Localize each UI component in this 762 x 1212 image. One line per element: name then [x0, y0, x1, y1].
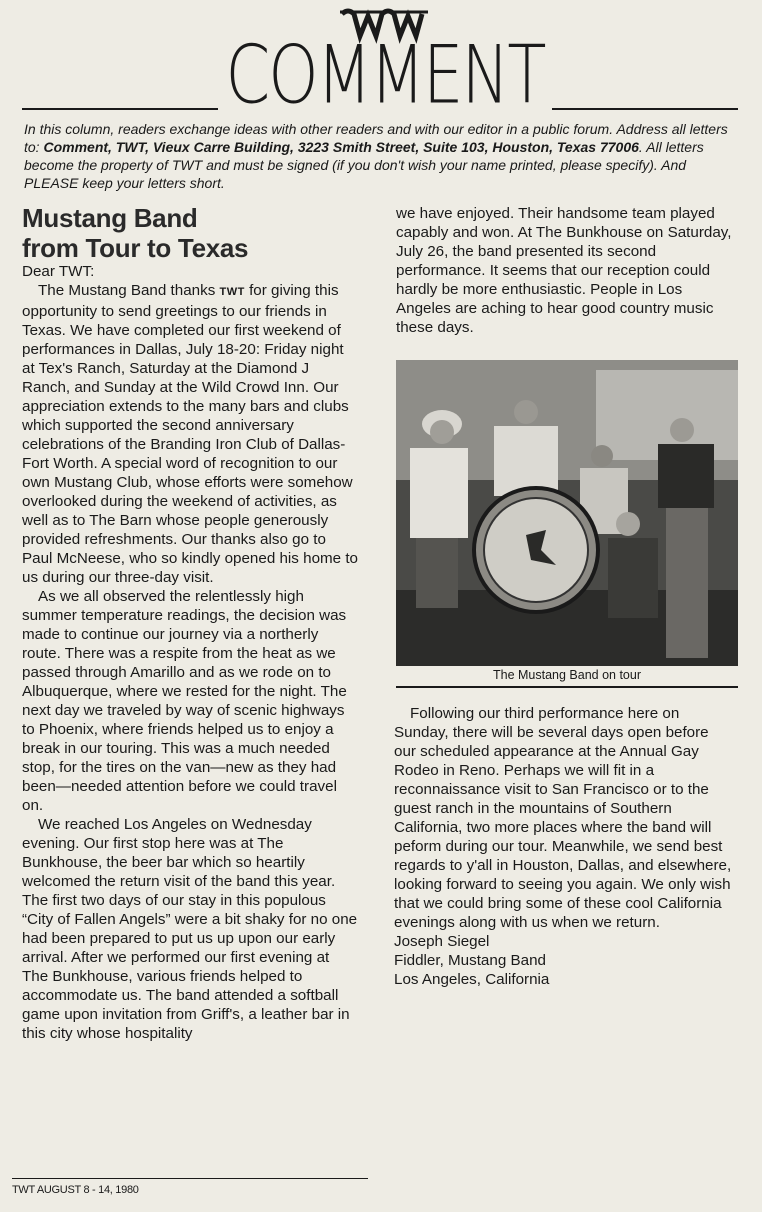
- band-photo-illustration: [396, 360, 738, 666]
- paragraph-1: The Mustang Band thanks TWT for giving this opportunity to send greetings to our friends in Texas. We have completed our first weekend of performances in Dallas, July 18-20: Friday night at Tex's Ranch, Saturday at the Diamond J Ranch, and Sunday at the Wild Crowd Inn. Our appreciation extends to the many bars and clubs which supported the second anniversary celebrations of the Branding Iron Club of Dallas-Fort Worth. A special word of recognition to our own Mustang Club, whose efforts were somehow overlooked during the weekend of activities, as well as to The Barn whose people generously provided refreshments. Our thanks also go to Paul McNeese, who so kindly opened his home to us during our three-day visit.: [22, 282, 359, 586]
- article-column-right-bottom: [394, 704, 734, 989]
- title-rule-right: [552, 108, 738, 110]
- signature-title: Fiddler, Mustang Band: [394, 952, 546, 969]
- paragraph-4: Following our third performance here on Sunday, there will be several days open before our scheduled appearance at the Annual Gay Rodeo in Reno. Perhaps we will fit in a reconnaissance visit to San Francisco or to the guest ranch in the mountains of Southern California, two more places where the band will peform during our tour. Meanwhile, we send best regards to y'all in Houston, Dallas, and elsewhere, looking forward to seeing you again. We only wish that we could bring some of these cool California evenings along with us when we return.: [394, 705, 732, 931]
- article-column-left: [22, 262, 358, 1043]
- issue-footer: TWT AUGUST 8 - 14, 1980: [12, 1184, 139, 1196]
- caption-rule: [396, 686, 738, 688]
- salutation: Dear TWT:: [22, 263, 95, 280]
- article-headline: Mustang Band from Tour to Texas: [22, 203, 249, 263]
- paragraph-3-continued: we have enjoyed. Their handsome team played capably and won. At The Bunkhouse on Saturday, July 26, the band presented its second performance. It seems that our reception could hardly be more enthusiastic. People in Los Angeles are aching to hear good country music these days.: [396, 205, 732, 336]
- signature-name: Joseph Siegel: [394, 933, 490, 950]
- footer-rule: [12, 1178, 368, 1179]
- masthead: [0, 0, 762, 123]
- signature-place: Los Angeles, California: [394, 971, 550, 988]
- paragraph-2: As we all observed the relentlessly high summer temperature readings, the decision was made to continue our journey via a northerly route. There was a respite from the heat as we passed through Amarillo and as we rode on to Albuquerque, where we rested for the night. The next day we traveled by way of scenic highways to Phoenix, where friends helped us to enjoy a break in our touring. This was a much needed stop, for the tires on the van—new as they had been—needed attention before we could travel on.: [22, 588, 347, 814]
- paragraph-3: We reached Los Angeles on Wednesday evening. Our first stop here was at The Bunkhouse, the beer bar which so heartily welcomed the return visit of the band this year. The first two days of our stay in this populous “City of Fallen Angels” were a bit shaky for no one had been prepared to put us up upon our early arrival. After we performed our first evening at The Bunkhouse, various friends helped to accommodate us. The band attended a softball game upon invitation from Griff's, a leather bar in this city whose hospitality: [22, 816, 358, 1042]
- band-photo: [396, 360, 738, 666]
- photo-caption: The Mustang Band on tour: [492, 668, 641, 682]
- article-column-right-top: [396, 204, 734, 337]
- title-rule-left: [22, 108, 218, 110]
- section-title: COMMENT: [225, 29, 545, 123]
- intro-text: In this column, readers exchange ideas with other readers and with our editor in a public forum. Address all letters to: Comment, TWT, Vieux Carre Building, 3223 Smith Street, Suite 103, Houston, Texas 77006. All letters become the property of TWT and must be signed (if you don't wish your name printed, please specify). And PLEASE keep your letters short.: [24, 121, 728, 191]
